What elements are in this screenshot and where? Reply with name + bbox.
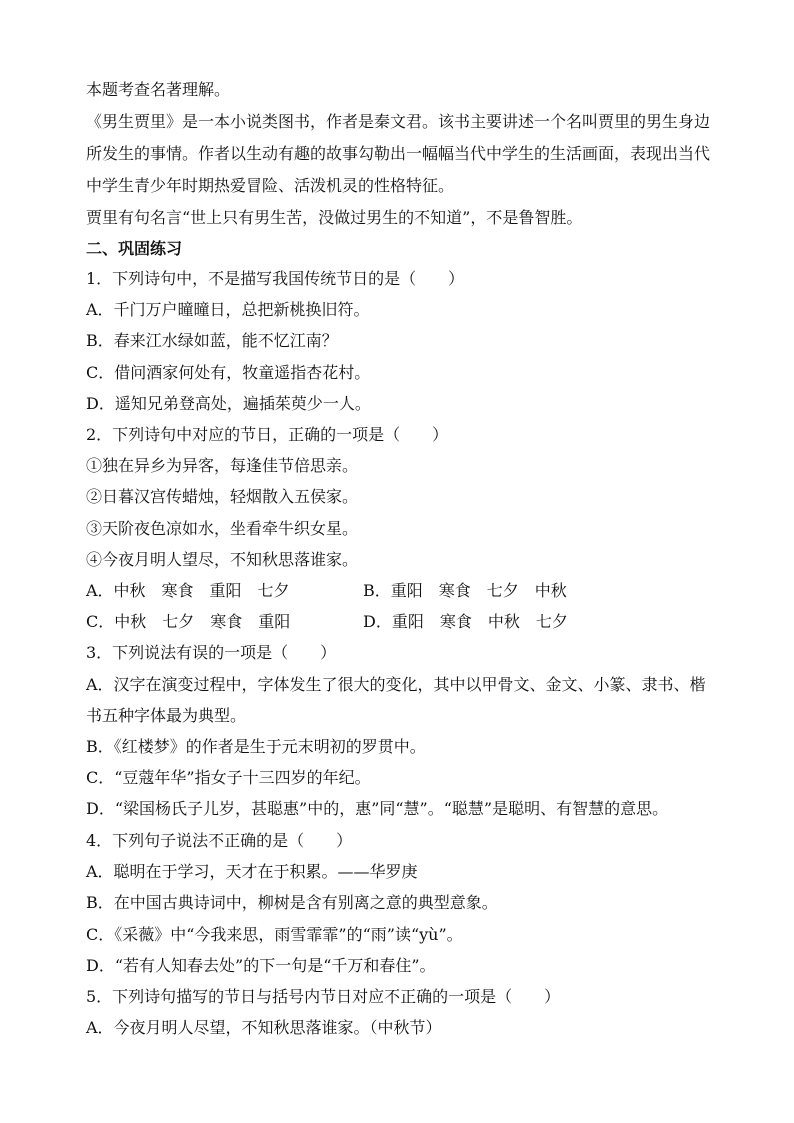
q1-option-d: D．遥知兄弟登高处，遍插茱萸少一人。 xyxy=(86,394,371,413)
q2-options-row-1 xyxy=(86,581,567,601)
q2-stem: 2．下列诗句中对应的节日，正确的一项是（ ） xyxy=(86,425,449,444)
q5-stem: 5．下列诗句描写的节日与括号内节日对应不正确的一项是（ ） xyxy=(86,987,561,1006)
q1-option-b: B．春来江水绿如蓝，能不忆江南？ xyxy=(86,331,338,350)
q3-option-c: C．“豆蔻年华”指女子十三四岁的年纪。 xyxy=(86,768,371,787)
intro-line-3: 所发生的事情。作者以生动有趣的故事勾勒出一幅幅当代中学生的生活画面，表现出当代 xyxy=(86,144,711,163)
q1-option-c: C．借问酒家何处有，牧童遥指杏花村。 xyxy=(86,363,371,382)
q4-option-d: D．“若有人知春去处”的下一句是“千万和春住”。 xyxy=(86,956,436,975)
q4-stem: 4．下列句子说法不正确的是（ ） xyxy=(86,831,353,850)
q2-option-a: A．中秋 寒食 重阳 七夕 xyxy=(86,581,290,600)
q2-sentence-2: ②日暮汉宫传蜡烛，轻烟散入五侯家。 xyxy=(86,487,359,506)
q2-option-b: B．重阳 寒食 七夕 中秋 xyxy=(363,581,567,600)
q1-option-a: A．千门万户曈曈日，总把新桃换旧符。 xyxy=(86,300,370,319)
q3-option-a-line-1: A．汉字在演变过程中，字体发生了很大的变化，其中以甲骨文、金文、小篆、隶书、楷 xyxy=(86,675,706,694)
intro-line-4: 中学生青少年时期热爱冒险、活泼机灵的性格特征。 xyxy=(86,176,455,195)
q3-option-d: D．“梁国杨氏子儿岁，甚聪惠”中的，惠”同“慧”。“聪慧”是聪明、有智慧的意思。 xyxy=(86,799,669,818)
q4-option-a: A．聪明在于学习，天才在于积累。——华罗庚 xyxy=(86,862,418,881)
q3-option-b: B．《红楼梦》的作者是生于元末明初的罗贯中。 xyxy=(86,737,426,756)
q2-option-c: C．中秋 七夕 寒食 重阳 xyxy=(86,612,291,631)
q4-option-b: B．在中国古典诗词中，柳树是含有别离之意的典型意象。 xyxy=(86,893,498,912)
q2-options-row-2 xyxy=(86,612,568,632)
q2-sentence-4: ④今夜月明人望尽，不知秋思落谁家。 xyxy=(86,550,359,569)
intro-line-2: 《男生贾里》是一本小说类图书，作者是秦文君。该书主要讲述一个名叫贾里的男生身边 xyxy=(86,112,711,131)
q1-stem: 1．下列诗句中，不是描写我国传统节日的是（ ） xyxy=(86,269,465,288)
q2-option-d: D．重阳 寒食 中秋 七夕 xyxy=(363,612,568,631)
intro-line-1: 本题考查名著理解。 xyxy=(86,80,231,99)
intro-line-5: 贾里有句名言“世上只有男生苦，没做过男生的不知道”，不是鲁智胜。 xyxy=(86,208,583,227)
section-title: 二、巩固练习 xyxy=(86,239,183,258)
q3-option-a-line-2: 书五种字体最为典型。 xyxy=(86,706,247,725)
q2-sentence-1: ①独在异乡为异客，每逢佳节倍思亲。 xyxy=(86,456,359,475)
q5-option-a: A．今夜月明人尽望，不知秋思落谁家。（中秋节） xyxy=(86,1018,442,1037)
q4-option-c: C．《采薇》中“今我来思，雨雪霏霏”的“雨”读“yù”。 xyxy=(86,925,463,944)
q3-stem: 3．下列说法有误的一项是（ ） xyxy=(86,643,337,662)
q2-sentence-3: ③天阶夜色凉如水，坐看牵牛织女星。 xyxy=(86,519,359,538)
